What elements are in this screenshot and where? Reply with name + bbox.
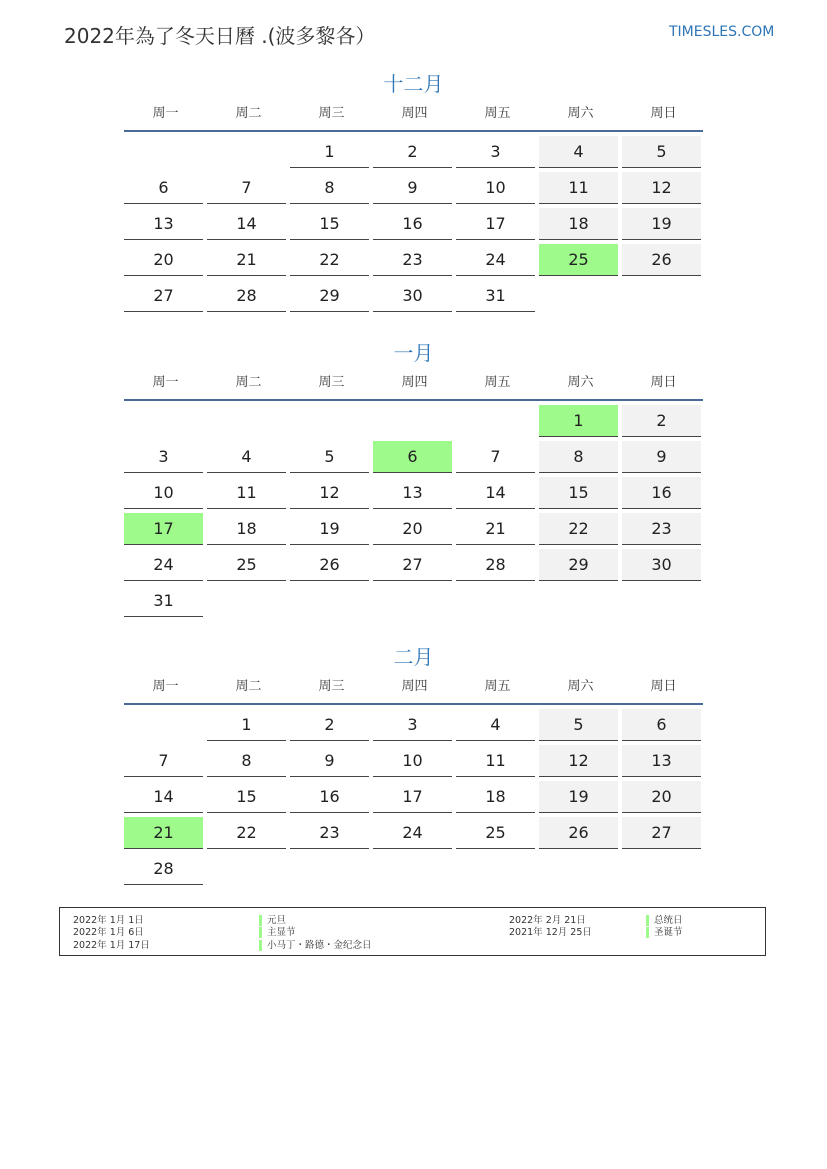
day-cell[interactable]: 23 (373, 244, 452, 276)
day-cell[interactable]: 13 (124, 208, 203, 240)
day-cell[interactable]: 19 (622, 208, 701, 240)
month-title: 一月 (393, 341, 434, 365)
empty-day-cell (207, 585, 286, 617)
weekday-label: 周五 (484, 679, 511, 694)
day-cell[interactable]: 9 (622, 441, 701, 473)
day-cell[interactable]: 31 (124, 585, 203, 617)
holiday-legend (59, 907, 766, 956)
holiday-day-cell[interactable]: 17 (124, 513, 203, 545)
weekday-label: 周日 (650, 375, 677, 390)
day-cell[interactable]: 21 (207, 244, 286, 276)
day-cell[interactable]: 11 (207, 477, 286, 509)
day-cell[interactable]: 7 (124, 745, 203, 777)
day-cell[interactable]: 15 (539, 477, 618, 509)
day-cell[interactable]: 25 (456, 817, 535, 849)
day-cell[interactable]: 27 (373, 549, 452, 581)
empty-day-cell (124, 405, 203, 437)
empty-day-cell (290, 853, 369, 885)
weekday-label: 周日 (650, 679, 677, 694)
day-cell[interactable]: 16 (373, 208, 452, 240)
day-cell[interactable]: 14 (207, 208, 286, 240)
day-cell[interactable]: 20 (124, 244, 203, 276)
empty-day-cell (373, 585, 452, 617)
day-cell[interactable]: 2 (373, 136, 452, 168)
day-cell[interactable]: 24 (124, 549, 203, 581)
empty-day-cell (622, 853, 701, 885)
weekday-label: 周四 (401, 679, 428, 694)
day-cell[interactable]: 11 (539, 172, 618, 204)
day-cell[interactable]: 14 (456, 477, 535, 509)
day-grid (124, 136, 703, 312)
day-cell[interactable]: 20 (373, 513, 452, 545)
day-cell[interactable]: 19 (290, 513, 369, 545)
page-title: 2022年為了冬天日曆 .(波多黎各） (64, 24, 376, 48)
day-cell[interactable]: 18 (207, 513, 286, 545)
legend-holiday-name: 圣诞节 (654, 927, 683, 938)
day-cell[interactable]: 23 (290, 817, 369, 849)
day-cell[interactable]: 19 (539, 781, 618, 813)
day-cell[interactable]: 10 (124, 477, 203, 509)
weekday-label: 周五 (484, 106, 511, 121)
weekday-header (124, 106, 703, 132)
day-cell[interactable]: 6 (124, 172, 203, 204)
day-cell[interactable]: 12 (290, 477, 369, 509)
day-cell[interactable]: 23 (622, 513, 701, 545)
empty-day-cell (207, 136, 286, 168)
month-calendar (124, 70, 703, 312)
weekday-label: 周日 (650, 106, 677, 121)
day-cell[interactable]: 14 (124, 781, 203, 813)
day-cell[interactable]: 27 (124, 280, 203, 312)
empty-day-cell (124, 709, 203, 741)
empty-day-cell (373, 405, 452, 437)
empty-day-cell (456, 585, 535, 617)
day-cell[interactable]: 16 (622, 477, 701, 509)
day-cell[interactable]: 4 (207, 441, 286, 473)
day-cell[interactable]: 3 (124, 441, 203, 473)
legend-holiday-name: 元旦 (267, 915, 287, 926)
day-cell[interactable]: 8 (539, 441, 618, 473)
weekday-label: 周一 (152, 106, 179, 121)
empty-day-cell (622, 585, 701, 617)
day-cell[interactable]: 4 (539, 136, 618, 168)
weekday-label: 周四 (401, 375, 428, 390)
day-cell[interactable]: 20 (622, 781, 701, 813)
holiday-color-marker (259, 927, 262, 938)
weekday-label: 周三 (318, 679, 345, 694)
weekday-label: 周二 (235, 375, 262, 390)
day-cell[interactable]: 13 (622, 745, 701, 777)
weekday-label: 周三 (318, 106, 345, 121)
day-cell[interactable]: 7 (456, 441, 535, 473)
day-cell[interactable]: 10 (456, 172, 535, 204)
legend-date: 2022年 2月 21日 (509, 915, 586, 926)
day-cell[interactable]: 28 (456, 549, 535, 581)
day-cell[interactable]: 1 (290, 136, 369, 168)
day-cell[interactable]: 2 (290, 709, 369, 741)
day-cell[interactable]: 16 (290, 781, 369, 813)
day-cell[interactable]: 24 (456, 244, 535, 276)
month-calendar (124, 643, 703, 885)
weekday-label: 周六 (567, 679, 594, 694)
empty-day-cell (539, 280, 618, 312)
weekday-label: 周六 (567, 106, 594, 121)
holiday-color-marker (646, 915, 649, 926)
holiday-color-marker (259, 940, 262, 951)
day-cell[interactable]: 26 (539, 817, 618, 849)
holiday-color-marker (259, 915, 262, 926)
day-cell[interactable]: 5 (622, 136, 701, 168)
legend-date: 2022年 1月 1日 (73, 915, 144, 926)
month-calendar (124, 339, 703, 617)
day-cell[interactable]: 11 (456, 745, 535, 777)
legend-holiday-name: 小马丁・路德・金纪念日 (267, 940, 372, 951)
empty-day-cell (207, 853, 286, 885)
day-cell[interactable]: 26 (290, 549, 369, 581)
day-cell[interactable]: 9 (290, 745, 369, 777)
day-cell[interactable]: 25 (207, 549, 286, 581)
day-cell[interactable]: 6 (622, 709, 701, 741)
day-cell[interactable]: 27 (622, 817, 701, 849)
day-cell[interactable]: 26 (622, 244, 701, 276)
empty-day-cell (539, 585, 618, 617)
day-cell[interactable]: 2 (622, 405, 701, 437)
weekday-label: 周四 (401, 106, 428, 121)
empty-day-cell (539, 853, 618, 885)
month-title: 十二月 (383, 72, 444, 96)
weekday-label: 周六 (567, 375, 594, 390)
day-cell[interactable]: 29 (290, 280, 369, 312)
day-cell[interactable]: 22 (539, 513, 618, 545)
day-cell[interactable]: 3 (456, 136, 535, 168)
day-cell[interactable]: 31 (456, 280, 535, 312)
day-cell[interactable]: 10 (373, 745, 452, 777)
day-cell[interactable]: 30 (373, 280, 452, 312)
empty-day-cell (456, 405, 535, 437)
day-cell[interactable]: 15 (290, 208, 369, 240)
weekday-label: 周五 (484, 375, 511, 390)
day-cell[interactable]: 28 (124, 853, 203, 885)
day-cell[interactable]: 28 (207, 280, 286, 312)
day-cell[interactable]: 15 (207, 781, 286, 813)
day-cell[interactable]: 8 (290, 172, 369, 204)
empty-day-cell (373, 853, 452, 885)
weekday-header (124, 679, 703, 705)
empty-day-cell (290, 585, 369, 617)
legend-date: 2022年 1月 17日 (73, 940, 150, 951)
legend-date: 2021年 12月 25日 (509, 927, 592, 938)
holiday-color-marker (646, 927, 649, 938)
empty-day-cell (207, 405, 286, 437)
day-cell[interactable]: 29 (539, 549, 618, 581)
day-cell[interactable]: 9 (373, 172, 452, 204)
day-cell[interactable]: 21 (456, 513, 535, 545)
day-cell[interactable]: 18 (456, 781, 535, 813)
day-cell[interactable]: 8 (207, 745, 286, 777)
day-cell[interactable]: 18 (539, 208, 618, 240)
legend-holiday-name: 总统日 (654, 915, 683, 926)
empty-day-cell (290, 405, 369, 437)
empty-day-cell (456, 853, 535, 885)
weekday-label: 周三 (318, 375, 345, 390)
day-grid (124, 405, 703, 617)
weekday-label: 周一 (152, 679, 179, 694)
day-cell[interactable]: 24 (373, 817, 452, 849)
day-cell[interactable]: 22 (207, 817, 286, 849)
day-cell[interactable]: 4 (456, 709, 535, 741)
empty-day-cell (124, 136, 203, 168)
day-cell[interactable]: 7 (207, 172, 286, 204)
holiday-day-cell[interactable]: 1 (539, 405, 618, 437)
day-cell[interactable]: 12 (622, 172, 701, 204)
day-cell[interactable]: 13 (373, 477, 452, 509)
holiday-day-cell[interactable]: 21 (124, 817, 203, 849)
weekday-header (124, 375, 703, 401)
weekday-label: 周二 (235, 679, 262, 694)
day-cell[interactable]: 12 (539, 745, 618, 777)
day-cell[interactable]: 5 (290, 441, 369, 473)
site-link[interactable]: TIMESLES.COM (669, 24, 775, 40)
day-cell[interactable]: 1 (207, 709, 286, 741)
empty-day-cell (622, 280, 701, 312)
weekday-label: 周二 (235, 106, 262, 121)
day-cell[interactable]: 17 (456, 208, 535, 240)
legend-holiday-name: 主显节 (267, 927, 296, 938)
day-cell[interactable]: 17 (373, 781, 452, 813)
day-cell[interactable]: 22 (290, 244, 369, 276)
day-grid (124, 709, 703, 885)
holiday-day-cell[interactable]: 6 (373, 441, 452, 473)
weekday-label: 周一 (152, 375, 179, 390)
day-cell[interactable]: 5 (539, 709, 618, 741)
day-cell[interactable]: 3 (373, 709, 452, 741)
holiday-day-cell[interactable]: 25 (539, 244, 618, 276)
month-title: 二月 (393, 645, 434, 669)
legend-date: 2022年 1月 6日 (73, 927, 144, 938)
day-cell[interactable]: 30 (622, 549, 701, 581)
